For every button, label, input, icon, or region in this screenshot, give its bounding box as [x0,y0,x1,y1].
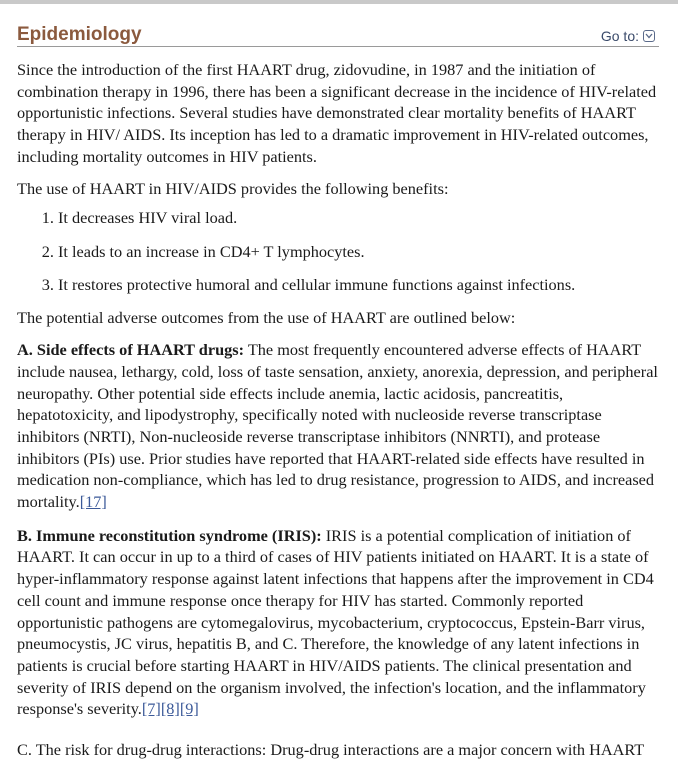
chevron-down-icon[interactable] [643,30,655,42]
top-bar [0,0,678,4]
reference-link[interactable]: [7] [141,699,161,719]
benefits-intro: The use of HAART in HIV/AIDS provides the following benefits: [17,178,449,198]
goto-dropdown[interactable] [601,28,655,44]
reference-link[interactable]: [17] [79,492,107,512]
intro-paragraph: Since the introduction of the first HAART drug, zidovudine, in 1987 and the initiation of combination therapy in 1996, there has been a significant decrease in the incidence of HIV-related opportunistic infections. Several studies have demonstrated clear mortality benefits of HAART therapy in HIV/ AIDS. Its inception has led to a dramatic improvement in HIV-related outcomes, including mortality outcomes in HIV patients. [17,60,657,166]
benefits-list [17,207,659,295]
reference-link[interactable]: [8] [160,699,180,719]
list-item: 2. It leads to an increase in CD4+ T lymphocytes. [58,241,659,263]
side-effects-heading: A. Side effects of HAART drugs: [17,340,245,360]
side-effects-paragraph [17,339,659,513]
list-item: 3. It restores protective humoral and cellular immune functions against infections. [58,274,659,296]
iris-heading: B. Immune reconstitution syndrome (IRIS): [17,525,322,545]
list-item: 1. It decreases HIV viral load. [58,207,659,229]
goto-label: Go to: [600,28,639,44]
side-effects-text: The most frequently encountered adverse effects of HAART include nausea, lethargy, cold, loss of taste sensation, anxiety, anorexia, depression, and peripheral neuropathy. Other potential side effects include anemia, lactic acidosis, pancreatitis, hepatotoxicity, and lipodystrophy, specifically noted with nucleoside reverse transcriptase inhibitors (NRTI), Non-nucleoside reverse transcriptase inhibitors (NNRTI), and protease inhibitors (PIs) use. Prior studies have reported that HAART-related side effects have resulted in medication non-compliance, which has led to drug resistance, progression to AIDS, and increased mortality. [17,340,658,512]
section-header [17,22,659,47]
iris-paragraph [17,525,659,720]
adverse-intro: The potential adverse outcomes from the use of HAART are outlined below: [17,308,516,328]
iris-text: IRIS is a potential complication of initiation of HAART. It can occur in up to a third of cases of HIV patients initiated on HAART. It is a state of hyper-inflammatory response against latent infections that happens after the improvement in CD4 cell count and immune response once therapy for HIV has started. Commonly reported opportunistic pathogens are cytomegalovirus, mycobacterium, cryptococcus, Epstein-Barr virus, pneumocystis, JC virus, hepatitis B, and C. Therefore, the knowledge of any latent infections in patients is crucial before starting HAART in HIV/AIDS patients. The clinical presentation and severity of IRIS depend on the organism involved, the infection's location, and the inflammatory response's severity. [17,525,654,719]
reference-link[interactable]: [9] [179,699,199,719]
section-title: Epidemiology [17,24,142,45]
article-section [17,22,659,730]
cutoff-paragraph: C. The risk for drug-drug interactions: Drug-drug interactions are a major concern with HAART [17,740,645,759]
